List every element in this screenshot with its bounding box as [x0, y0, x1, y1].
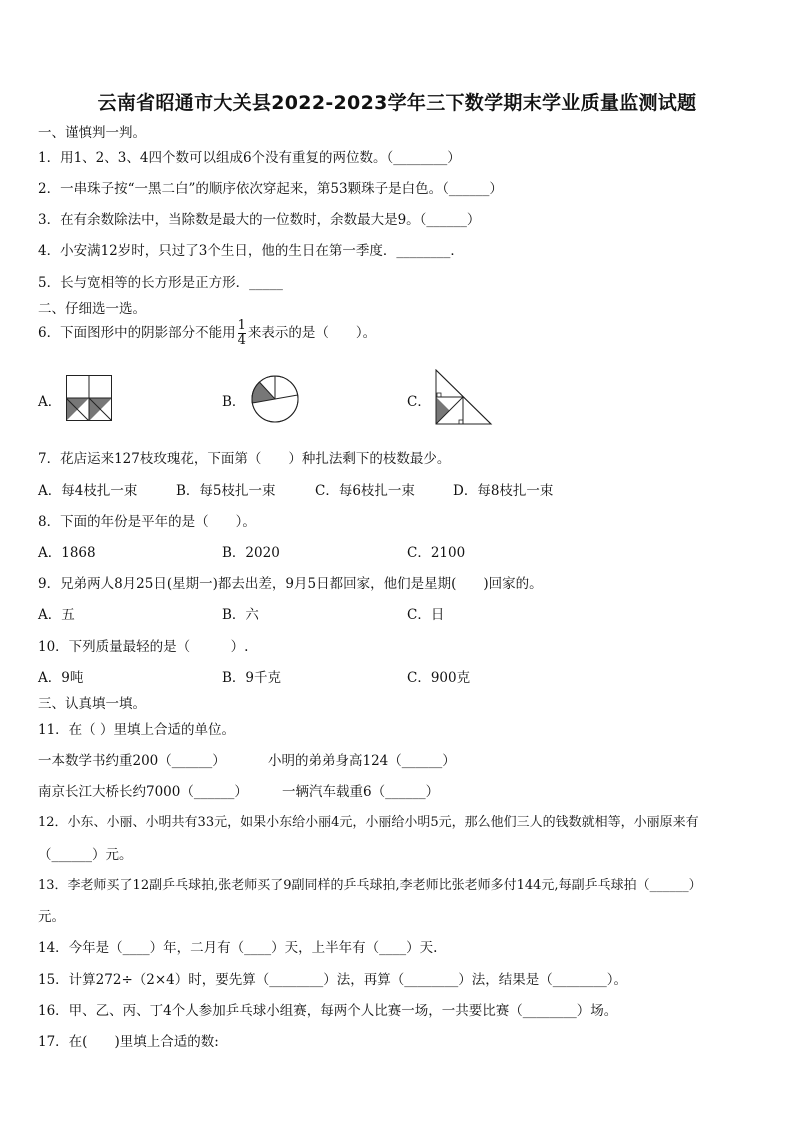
section-2-heading: 二、仔细选一选。 [38, 301, 146, 317]
q9-option-c: C．日 [407, 607, 445, 623]
q8-option-b: B．2020 [222, 545, 280, 561]
q6-option-b-figure [250, 374, 300, 424]
question-8: 8．下面的年份是平年的是（ ）。 [38, 514, 256, 530]
question-2: 2．一串珠子按“一黑二白”的顺序依次穿起来，第53颗珠子是白色。（______） [38, 181, 503, 197]
q11-item-4: 一辆汽车载重6（______） [282, 784, 440, 800]
q11-item-2: 小明的弟弟身高124（______） [268, 753, 456, 769]
question-15: 15．计算272÷（2×4）时，要先算（________）法，再算（________）法，结果是（________）。 [38, 972, 627, 988]
question-12-line-2: （______）元。 [38, 847, 133, 863]
q7-option-b: B．每5枝扎一束 [176, 483, 276, 499]
q10-option-b: B．9千克 [222, 670, 282, 686]
question-7: 7．花店运来127枝玫瑰花，下面第（ ）种扎法剩下的枝数最少。 [38, 451, 451, 467]
q6-option-c-figure [435, 369, 493, 425]
question-4: 4．小安满12岁时，只过了3个生日，他的生日在第一季度．________． [38, 243, 464, 259]
q7-option-a: A．每4枝扎一束 [38, 483, 138, 499]
section-1-heading: 一、谨慎判一判。 [38, 125, 146, 141]
question-11: 11．在（ ）里填上合适的单位。 [38, 722, 235, 738]
q10-option-a: A．9吨 [38, 670, 84, 686]
q9-option-a: A．五 [38, 607, 75, 623]
q10-option-c: C．900克 [407, 670, 471, 686]
q6-option-a-figure [66, 375, 112, 421]
question-6-stem: 6．下面图形中的阴影部分不能用 [38, 325, 236, 341]
q11-item-3: 南京长江大桥长约7000（______） [38, 784, 248, 800]
page-title: 云南省昭通市大关县2022-2023学年三下数学期末学业质量监测试题 [97, 92, 697, 114]
q8-option-a: A．1868 [38, 545, 96, 561]
q6-option-a-label: A． [38, 394, 62, 410]
fraction-denominator: 4 [237, 333, 246, 348]
question-10: 10．下列质量最轻的是（ ）. [38, 639, 249, 655]
q6-option-b-label: B． [222, 394, 246, 410]
question-6 [38, 319, 376, 348]
q9-option-b: B．六 [222, 607, 259, 623]
question-16: 16．甲、乙、丙、丁4个人参加乒乓球小组赛，每两个人比赛一场，一共要比赛（________）场。 [38, 1003, 618, 1019]
question-12-line-1: 12．小东、小丽、小明共有33元，如果小东给小丽4元，小丽给小明5元，那么他们三人的钱数就相等，小丽原来有 [38, 815, 699, 830]
q11-item-1: 一本数学书约重200（______） [38, 753, 226, 769]
q7-option-d: D．每8枝扎一束 [453, 483, 554, 499]
question-17: 17．在( )里填上合适的数: [38, 1034, 219, 1050]
question-1: 1．用1、2、3、4四个数可以组成6个没有重复的两位数。（________） [38, 150, 461, 166]
fraction-one-quarter [238, 319, 246, 348]
question-5: 5．长与宽相等的长方形是正方形．_____ [38, 275, 283, 291]
q6-option-c-label: C． [407, 394, 431, 410]
question-13-line-1: 13．李老师买了12副乒乓球拍,张老师买了9副同样的乒乓球拍,李老师比张老师多付144元,每副乒乓球拍（______） [38, 878, 702, 893]
q7-option-c: C．每6枝扎一束 [315, 483, 415, 499]
fraction-numerator: 1 [237, 318, 246, 333]
question-3: 3．在有余数除法中，当除数是最大的一位数时，余数最大是9。（______） [38, 212, 481, 228]
question-9: 9．兄弟两人8月25日(星期一)都去出差，9月5日都回家，他们是星期( )回家的。 [38, 576, 543, 592]
q8-option-c: C．2100 [407, 545, 466, 561]
question-14: 14．今年是（____）年，二月有（____）天，上半年有（____）天. [38, 940, 438, 956]
section-3-heading: 三、认真填一填。 [38, 696, 146, 712]
question-6-stem-end: 来表示的是（ ）。 [247, 325, 377, 341]
question-13-line-2: 元。 [38, 909, 65, 925]
